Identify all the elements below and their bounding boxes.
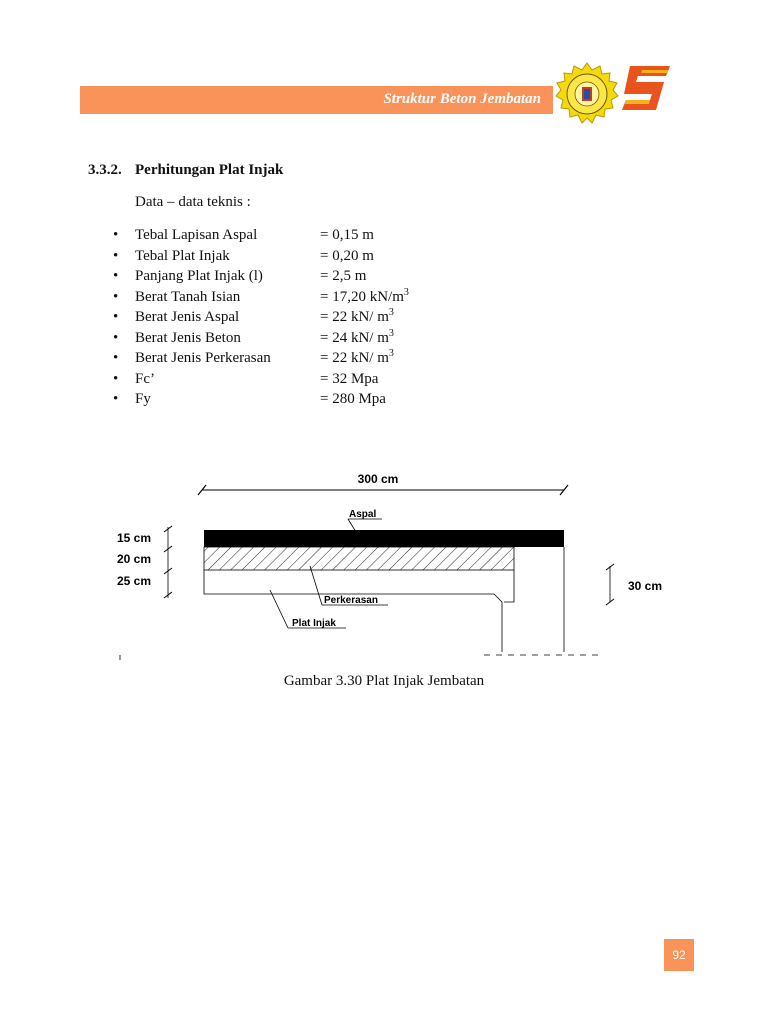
spec-label: Panjang Plat Injak (l): [135, 268, 263, 284]
spec-value: [320, 307, 394, 327]
page-number: 92: [664, 939, 694, 971]
spec-value: [320, 389, 386, 409]
spec-value: [320, 225, 374, 245]
bullet-icon: •: [113, 309, 119, 325]
spec-label: Fy: [135, 391, 151, 407]
section-number: 3.3.2.: [88, 162, 122, 178]
spec-label: Berat Jenis Perkerasan: [135, 350, 271, 366]
header-bar: [80, 86, 553, 114]
spec-value: [320, 348, 394, 368]
spec-value-text: = 17,20 kN/m: [320, 288, 404, 305]
spec-value-text: = 0,20 m: [320, 247, 374, 264]
dimension-20-label: 20 cm: [117, 552, 152, 566]
bullet-icon: •: [113, 370, 119, 387]
dimension-15-label: 15 cm: [117, 531, 152, 545]
figure-caption: Gambar 3.30 Plat Injak Jembatan: [283, 673, 485, 689]
spec-label: Fc’: [135, 370, 155, 387]
spec-value-exponent: 3: [403, 286, 409, 298]
spec-value-exponent: 3: [388, 327, 394, 339]
bullet-icon: •: [113, 268, 119, 284]
spec-label: Berat Tanah Isian: [135, 288, 241, 305]
aspal-label: Aspal: [349, 509, 377, 520]
university-seal-logo: [555, 62, 619, 126]
bullet-icon: •: [113, 247, 119, 264]
spec-value-exponent: 3: [388, 348, 394, 359]
spec-value: [320, 246, 374, 266]
spec-value-exponent: 3: [388, 307, 394, 318]
spec-label: Berat Jenis Beton: [135, 329, 241, 346]
spec-label: Berat Jenis Aspal: [135, 309, 240, 325]
spec-value: [320, 266, 366, 286]
spec-value-text: = 0,15 m: [320, 227, 374, 243]
spec-label: Tebal Plat Injak: [135, 247, 230, 264]
spec-value: [320, 369, 378, 389]
spec-label: Tebal Lapisan Aspal: [135, 227, 258, 243]
running-header-title: Struktur Beton Jembatan: [383, 91, 541, 107]
intro-text: Data – data teknis :: [135, 194, 251, 210]
bullet-icon: •: [113, 350, 119, 366]
spec-value-text: = 2,5 m: [320, 268, 367, 284]
section-title: Perhitungan Plat Injak: [135, 162, 284, 178]
dimension-300-label: 300 cm: [357, 472, 399, 486]
perkerasan-label: Perkerasan: [324, 595, 378, 606]
plat-injak-diagram: [112, 462, 678, 672]
plat-injak-label: Plat Injak: [292, 618, 336, 629]
spec-value: [320, 328, 394, 348]
bullet-icon: •: [113, 227, 119, 243]
pavement-layer: [204, 547, 514, 570]
spec-value-text: = 32 Mpa: [320, 370, 379, 387]
section-heading: [88, 162, 283, 179]
spec-value-text: = 22 kN/ m: [320, 309, 389, 325]
asphalt-layer: [204, 530, 564, 547]
spec-value-text: = 22 kN/ m: [320, 350, 389, 366]
plat-injak-outline: [204, 570, 502, 652]
bullet-icon: •: [113, 288, 119, 305]
dimension-30-label: 30 cm: [628, 579, 663, 593]
spec-value-text: = 24 kN/ m: [320, 329, 389, 346]
brand-s-logo: [622, 64, 672, 114]
spec-value-text: = 280 Mpa: [320, 391, 386, 407]
bullet-icon: •: [113, 391, 119, 407]
dimension-25-label: 25 cm: [117, 574, 152, 588]
spec-value: [320, 287, 409, 307]
bullet-icon: •: [113, 329, 119, 346]
